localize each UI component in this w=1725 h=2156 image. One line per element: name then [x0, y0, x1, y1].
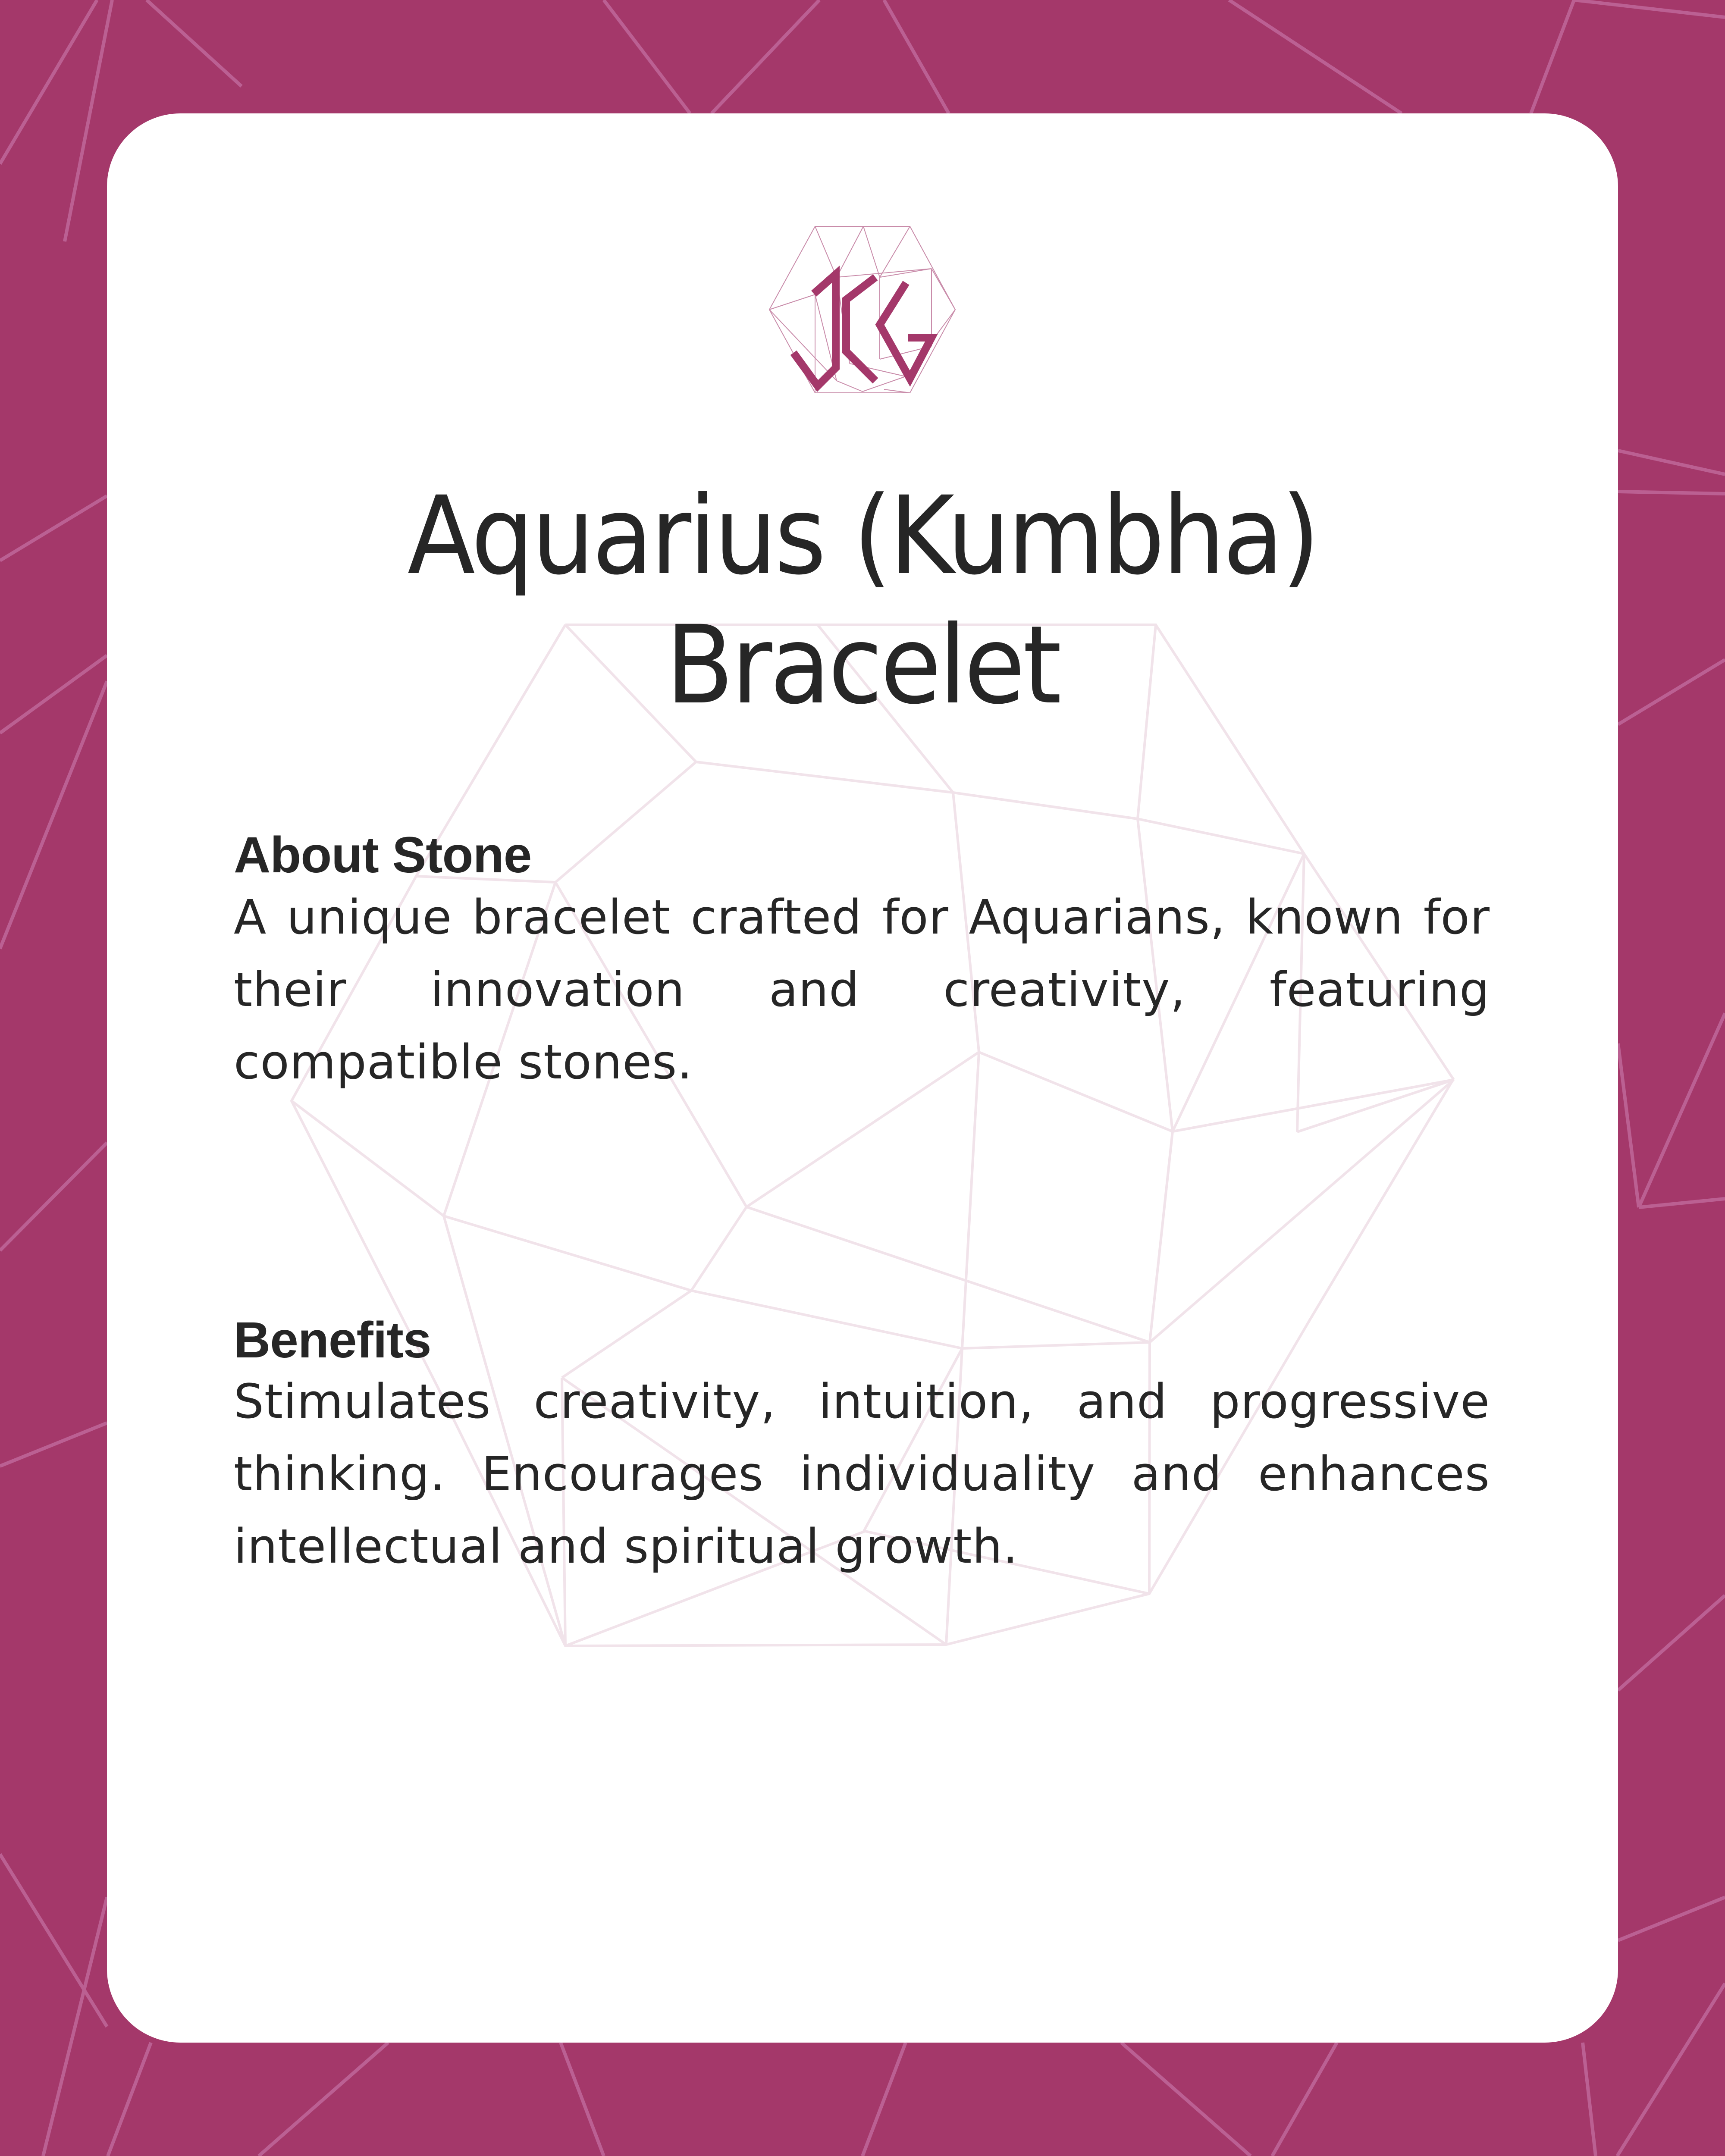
benefits-heading: Benefits [234, 1312, 431, 1369]
jcg-logo-icon [750, 217, 975, 407]
about-stone-text: A unique bracelet crafted for Aquarians, known for their innovation and creativity, featuring compatible stones. [234, 890, 1490, 1090]
about-stone-heading: About Stone [234, 827, 532, 884]
info-card [107, 113, 1618, 2043]
page-title-line-1: Aquarius (Kumbha) [407, 473, 1318, 599]
benefits-text: Stimulates creativity, intuition, and progressive thinking. Encourages individuality and enhances intellectual and spiritual growth. [234, 1374, 1490, 1574]
page-title-line-2: Bracelet [665, 602, 1060, 728]
